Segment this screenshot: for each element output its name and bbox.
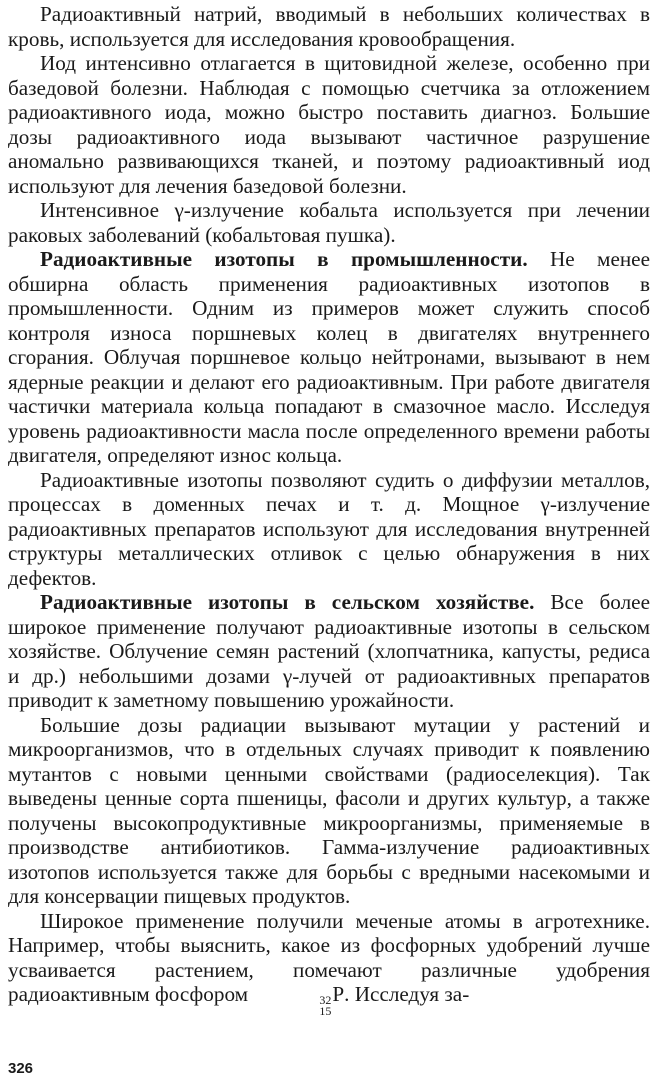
paragraph-text: Не менее обширна область применения радиоактивных изотопов в промышленности. Одним из примеров может служить способ контроля износа поршневых колец в двигателях внутреннего сгорания. Облучая поршневое кольцо нейтронами, вызывают в нем ядерные реакции и делают его радиоактивным. При работе двигателя частички материала кольца попадают в смазочное масло. Исследуя уровень радиоактивности масла после определенного времени работы двигателя, определяют износ кольца. [8, 247, 650, 467]
mass-number: 32 [319, 993, 332, 1007]
paragraph-labeled-atoms [8, 909, 650, 1018]
atomic-number: 15 [319, 1004, 332, 1018]
paragraph-text: Широкое применение получили меченые атомы в агротехнике. Например, чтобы выяснить, какое из фосфорных удобрений лучше усваивается растением, помечают различные удобрения радиоактивным фосфором [8, 908, 650, 1006]
paragraph-mutations [8, 713, 650, 909]
paragraph-agriculture [8, 590, 650, 713]
element-symbol: P [332, 982, 345, 1006]
nuclide-numbers [287, 995, 331, 1017]
section-heading-industry: Радиоактивные изотопы в промышленности. [40, 247, 528, 271]
section-heading-agriculture: Радиоактивные изотопы в сельском хозяйстве. [40, 590, 535, 614]
paragraph-iodine [8, 51, 650, 198]
paragraph-text: Радиоактивные изотопы позволяют судить о диффузии металлов, процессах в доменных печах и т. д. Мощное γ-излучение радиоактивных препаратов используют для исследования внутренней структуры металлических отливок с целью обнаружения в них дефектов. [8, 467, 650, 590]
paragraph-text: Все более широкое применение получают радиоактивные изотопы в сельском хозяйстве. Облучение семян растений (хлопчатника, капусты, редиса и др.) небольшими дозами γ-лучей от радиоактивных препаратов приводит к заметному повышению урожайности. [8, 590, 650, 712]
paragraph-sodium [8, 2, 650, 51]
page-number: 326 [8, 1060, 34, 1077]
paragraph-metals [8, 468, 650, 591]
phosphorus-nuclide [253, 982, 344, 1017]
paragraph-text: Большие дозы радиации вызывают мутации у растений и микроорганизмов, что в отдельных случаях приводит к появлению мутантов с новыми ценными свойствами (радиоселекция). Так выведены ценные сорта пшеницы, фасоли и других культур, а также получены высокопродуктивные микроорганизмы, применяемые в производстве антибиотиков. Гамма-излучение радиоактивных изотопов используется также для борьбы с вредными насекомыми и для консервации пищевых продуктов. [8, 712, 650, 908]
body-text [8, 2, 650, 1017]
paragraph-text: Интенсивное γ-излучение кобальта используется при лечении раковых заболеваний (кобальтовая пушка). [8, 198, 650, 247]
paragraph-text-continuation: . Исследуя за- [344, 982, 470, 1006]
paragraph-cobalt [8, 198, 650, 247]
paragraph-text: Иод интенсивно отлагается в щитовидной железе, особенно при базедовой болезни. Наблюдая с помощью счетчика за отложением радиоактивного иода, можно быстро поставить диагноз. Большие дозы радиоактивного иода вызывают частичное разрушение аномально развивающихся тканей, и поэтому радиоактивный иод используют для лечения базедовой болезни. [8, 51, 650, 198]
paragraph-industry [8, 247, 650, 468]
paragraph-text: Радиоактивный натрий, вводимый в небольших количествах в кровь, используется для исследования кровообращения. [8, 2, 650, 51]
